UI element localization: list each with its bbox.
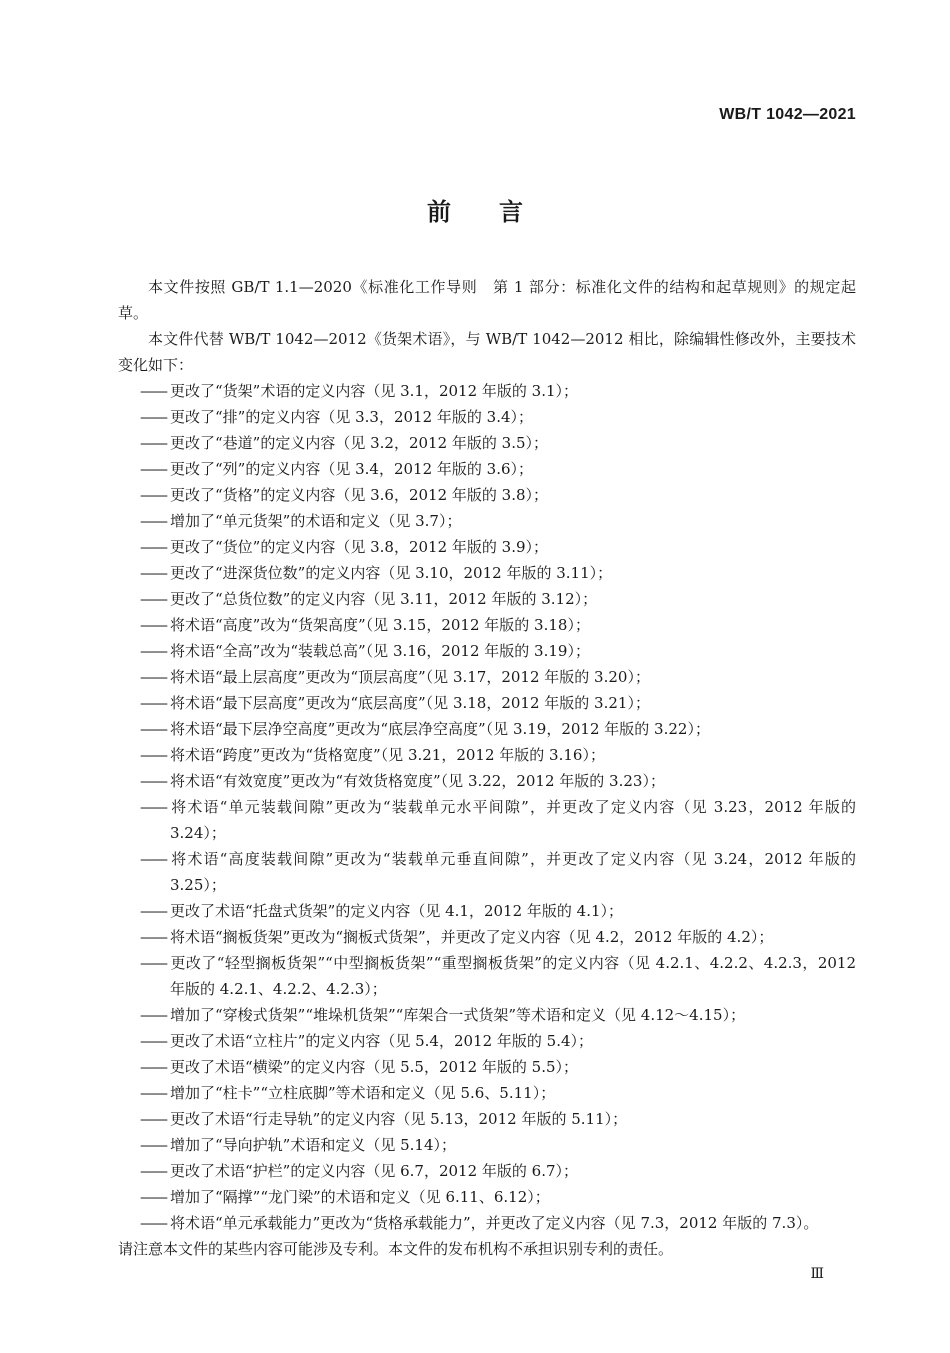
change-item-text: 将术语“跨度”更改为“货格宽度”（见 3.21，2012 年版的 3.16）； <box>170 746 605 764</box>
change-item-text: 更改了“轻型搁板货架”“中型搁板货架”“重型搁板货架”的定义内容（见 4.2.1、4.2.2、4.2.3，2012 年版的 4.2.1、4.2.2、4.2.3）； <box>170 954 856 998</box>
change-item-text: 更改了术语“托盘式货架”的定义内容（见 4.1，2012 年版的 4.1）； <box>170 902 624 920</box>
standard-number: WB/T 1042—2021 <box>719 106 856 123</box>
list-dash: —— <box>140 1110 166 1128</box>
list-dash: —— <box>140 928 166 946</box>
change-item-text: 更改了术语“行走导轨”的定义内容（见 5.13，2012 年版的 5.11）； <box>170 1110 628 1128</box>
list-dash: —— <box>140 642 166 660</box>
intro-paragraph-1: 本文件按照 GB/T 1.1—2020《标准化工作导则 第 1 部分：标准化文件的结构和起草规则》的规定起草。 <box>118 278 856 322</box>
list-dash: —— <box>140 850 166 868</box>
change-item <box>118 950 856 1002</box>
page-number: Ⅲ <box>810 1266 824 1282</box>
list-dash: —— <box>140 538 166 556</box>
change-item <box>118 1158 856 1184</box>
change-item <box>118 1054 856 1080</box>
change-item <box>118 898 856 924</box>
change-item <box>118 612 856 638</box>
list-dash: —— <box>140 564 166 582</box>
list-dash: —— <box>140 460 166 478</box>
change-item <box>118 768 856 794</box>
change-item <box>118 534 856 560</box>
change-item-text: 更改了“列”的定义内容（见 3.4，2012 年版的 3.6）； <box>170 460 534 478</box>
list-dash: —— <box>140 1136 166 1154</box>
change-item <box>118 924 856 950</box>
change-item <box>118 664 856 690</box>
list-dash: —— <box>140 668 166 686</box>
change-item <box>118 378 856 404</box>
change-item-text: 将术语“单元装载间隙”更改为“装载单元水平间隙”，并更改了定义内容（见 3.23，2012 年版的 3.24）； <box>170 798 856 842</box>
title-char-1: 前 <box>427 198 451 226</box>
change-item-text: 增加了“导向护轨”术语和定义（见 5.14）； <box>170 1136 457 1154</box>
change-item <box>118 1080 856 1106</box>
change-item-text: 增加了“穿梭式货架”“堆垛机货架”“库架合一式货架”等术语和定义（见 4.12～4.15）； <box>170 1006 746 1024</box>
change-item <box>118 1002 856 1028</box>
change-item-text: 将术语“搁板货架”更改为“搁板式货架”，并更改了定义内容（见 4.2，2012 年版的 4.2）； <box>170 928 774 946</box>
patent-note: 请注意本文件的某些内容可能涉及专利。本文件的发布机构不承担识别专利的责任。 <box>118 1240 674 1258</box>
change-item-text: 将术语“最下层高度”更改为“底层高度”（见 3.18，2012 年版的 3.21）； <box>170 694 650 712</box>
change-item-text: 将术语“高度装载间隙”更改为“装载单元垂直间隙”，并更改了定义内容（见 3.24，2012 年版的 3.25）； <box>170 850 856 894</box>
list-dash: —— <box>140 694 166 712</box>
change-item-text: 更改了“总货位数”的定义内容（见 3.11，2012 年版的 3.12）； <box>170 590 598 608</box>
change-item-text: 更改了“进深货位数”的定义内容（见 3.10，2012 年版的 3.11）； <box>170 564 613 582</box>
change-item-text: 更改了术语“护栏”的定义内容（见 6.7，2012 年版的 6.7）； <box>170 1162 579 1180</box>
change-item-text: 增加了“隔撑”“龙门梁”的术语和定义（见 6.11、6.12）； <box>170 1188 550 1206</box>
change-item <box>118 1184 856 1210</box>
list-dash: —— <box>140 616 166 634</box>
list-dash: —— <box>140 382 166 400</box>
change-item-text: 将术语“有效宽度”更改为“有效货格宽度”（见 3.22，2012 年版的 3.23）； <box>170 772 665 790</box>
list-dash: —— <box>140 1084 166 1102</box>
page-title <box>0 192 950 227</box>
list-dash: —— <box>140 512 166 530</box>
list-dash: —— <box>140 1058 166 1076</box>
list-dash: —— <box>140 746 166 764</box>
change-item <box>118 456 856 482</box>
change-item-text: 更改了“货格”的定义内容（见 3.6，2012 年版的 3.8）； <box>170 486 549 504</box>
list-dash: —— <box>140 590 166 608</box>
changes-list <box>118 378 856 1236</box>
change-item-text: 更改了“巷道”的定义内容（见 3.2，2012 年版的 3.5）； <box>170 434 549 452</box>
change-item <box>118 716 856 742</box>
change-item <box>118 690 856 716</box>
list-dash: —— <box>140 434 166 452</box>
change-item <box>118 430 856 456</box>
change-item <box>118 742 856 768</box>
intro-paragraph-2: 本文件代替 WB/T 1042—2012《货架术语》，与 WB/T 1042—2012 相比，除编辑性修改外，主要技术变化如下： <box>118 330 856 374</box>
list-dash: —— <box>140 486 166 504</box>
change-item-text: 更改了“货架”术语的定义内容（见 3.1，2012 年版的 3.1）； <box>170 382 579 400</box>
list-dash: —— <box>140 1032 166 1050</box>
change-item-text: 增加了“单元货架”的术语和定义（见 3.7）； <box>170 512 462 530</box>
foreword-body <box>118 274 856 1262</box>
list-dash: —— <box>140 408 166 426</box>
change-item-text: 更改了“排”的定义内容（见 3.3，2012 年版的 3.4）； <box>170 408 534 426</box>
change-item <box>118 1210 856 1236</box>
list-dash: —— <box>140 1162 166 1180</box>
list-dash: —— <box>140 1006 166 1024</box>
change-item-text: 将术语“最上层高度”更改为“顶层高度”（见 3.17，2012 年版的 3.20）； <box>170 668 650 686</box>
change-item-text: 将术语“单元承载能力”更改为“货格承载能力”，并更改了定义内容（见 7.3，2012 年版的 7.3）。 <box>170 1214 819 1232</box>
list-dash: —— <box>140 902 166 920</box>
change-item <box>118 560 856 586</box>
change-item-text: 更改了术语“立柱片”的定义内容（见 5.4，2012 年版的 5.4）； <box>170 1032 594 1050</box>
change-item-text: 将术语“全高”改为“装载总高”（见 3.16，2012 年版的 3.19）； <box>170 642 590 660</box>
change-item-text: 更改了“货位”的定义内容（见 3.8，2012 年版的 3.9）； <box>170 538 549 556</box>
change-item <box>118 1028 856 1054</box>
change-item <box>118 586 856 612</box>
list-dash: —— <box>140 798 166 816</box>
change-item <box>118 404 856 430</box>
list-dash: —— <box>140 1188 166 1206</box>
change-item <box>118 638 856 664</box>
change-item-text: 更改了术语“横梁”的定义内容（见 5.5，2012 年版的 5.5）； <box>170 1058 579 1076</box>
list-dash: —— <box>140 1214 166 1232</box>
list-dash: —— <box>140 954 166 972</box>
change-item <box>118 794 856 846</box>
change-item <box>118 482 856 508</box>
title-char-2: 言 <box>499 198 523 226</box>
change-item-text: 将术语“高度”改为“货架高度”（见 3.15，2012 年版的 3.18）； <box>170 616 590 634</box>
list-dash: —— <box>140 772 166 790</box>
list-dash: —— <box>140 720 166 738</box>
change-item-text: 将术语“最下层净空高度”更改为“底层净空高度”（见 3.19，2012 年版的 3.22）； <box>170 720 710 738</box>
change-item <box>118 846 856 898</box>
change-item <box>118 508 856 534</box>
change-item <box>118 1132 856 1158</box>
change-item <box>118 1106 856 1132</box>
change-item-text: 增加了“柱卡”“立柱底脚”等术语和定义（见 5.6、5.11）； <box>170 1084 556 1102</box>
